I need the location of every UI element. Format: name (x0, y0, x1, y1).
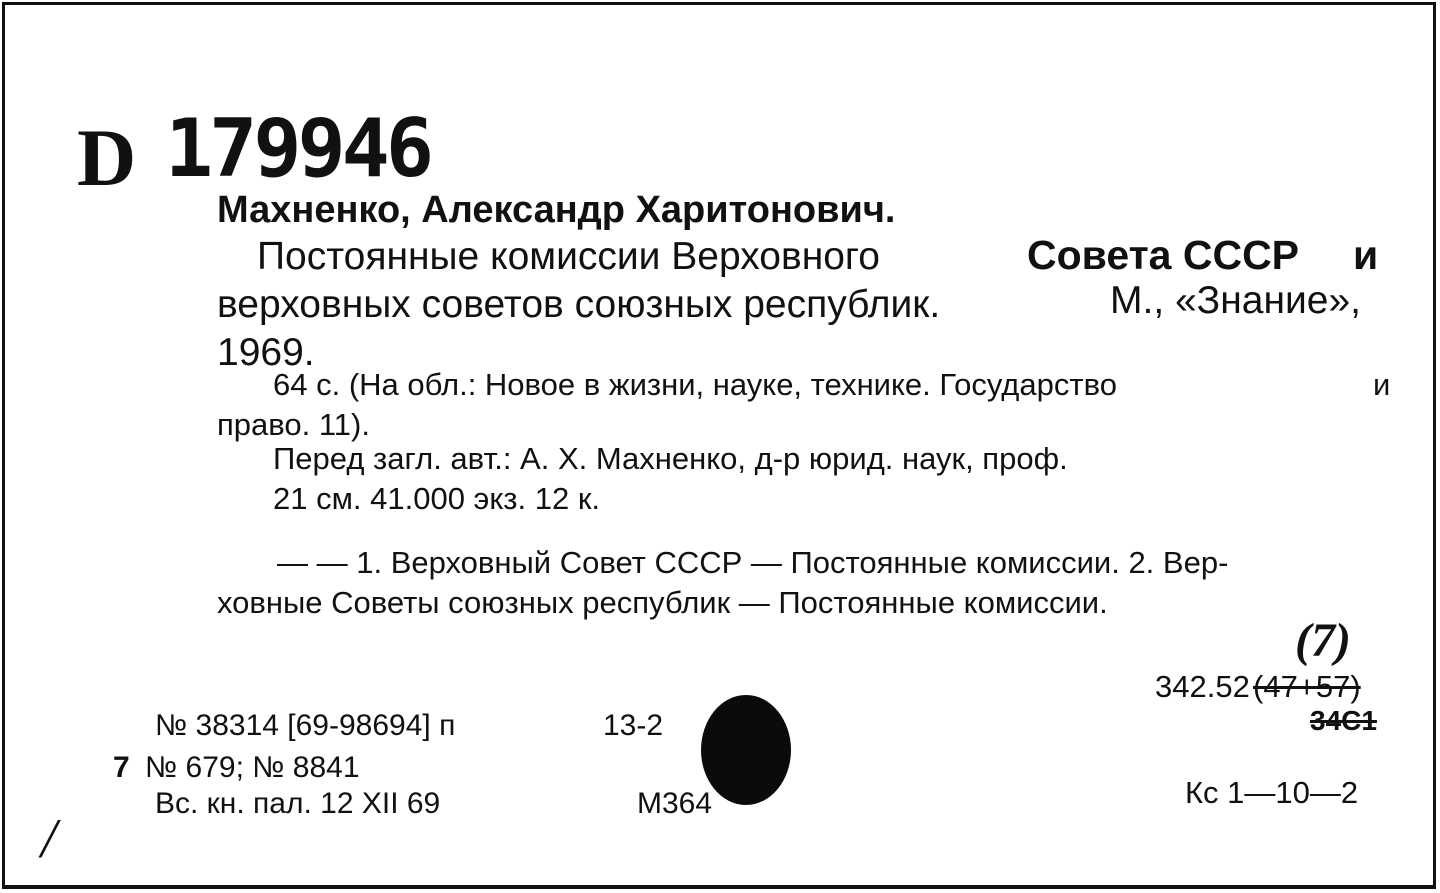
pagination-note-end: и (1373, 367, 1391, 402)
chamber-code: M364 (637, 787, 713, 820)
author-heading: Махненко, Александр Харитонович. (217, 189, 896, 231)
author-statement: Перед загл. авт.: А. Х. Махненко, д-р юрид. наук, проф. (273, 441, 1068, 476)
classification-struck-2: 34С1 (1310, 705, 1377, 736)
size-edition: 21 см. 41.000 экз. 12 к. (273, 481, 600, 516)
title-line-1c: и (1353, 232, 1379, 278)
book-chamber-line: Вс. кн. пал. 12 XII 69 (155, 787, 441, 820)
order-code: 13-2 (603, 709, 664, 742)
registry-numbers: № 679; № 8841 (145, 751, 360, 784)
call-number-prefix: D (77, 112, 137, 203)
subject-headings-line-1: — — 1. Верховный Совет СССР — Постоянные комиссии. 2. Вер- (277, 545, 1229, 580)
catalog-card (2, 2, 1436, 889)
publisher: М., «Знание», (1110, 279, 1362, 322)
pagination-note: 64 с. (На обл.: Новое в жизни, науке, технике. Государство (273, 367, 1117, 402)
classification-main: 342.52 (1155, 669, 1250, 704)
order-number: № 38314 [69-98694] п (155, 709, 456, 742)
punch-hole (701, 695, 791, 805)
publication-year: 1969. (217, 331, 315, 374)
call-number: 179946 (165, 102, 430, 195)
ks-line: Кс 1—10—2 (1185, 775, 1359, 810)
title-line-1b: Совета СССР (1027, 232, 1300, 278)
title-line-1a: Постоянные комиссии Верховного (257, 235, 880, 278)
classification-struck: (47+57) (1253, 669, 1361, 704)
title-line-2a: верховных советов союзных республик. (217, 283, 941, 326)
subject-headings-line-2: ховные Советы союзных республик — Постоянные комиссии. (217, 585, 1108, 620)
handwritten-mark: (7) (1295, 614, 1351, 667)
order-line-prefix: 7 (113, 751, 130, 784)
margin-mark: / (41, 808, 57, 870)
series-note: право. 11). (217, 407, 370, 442)
